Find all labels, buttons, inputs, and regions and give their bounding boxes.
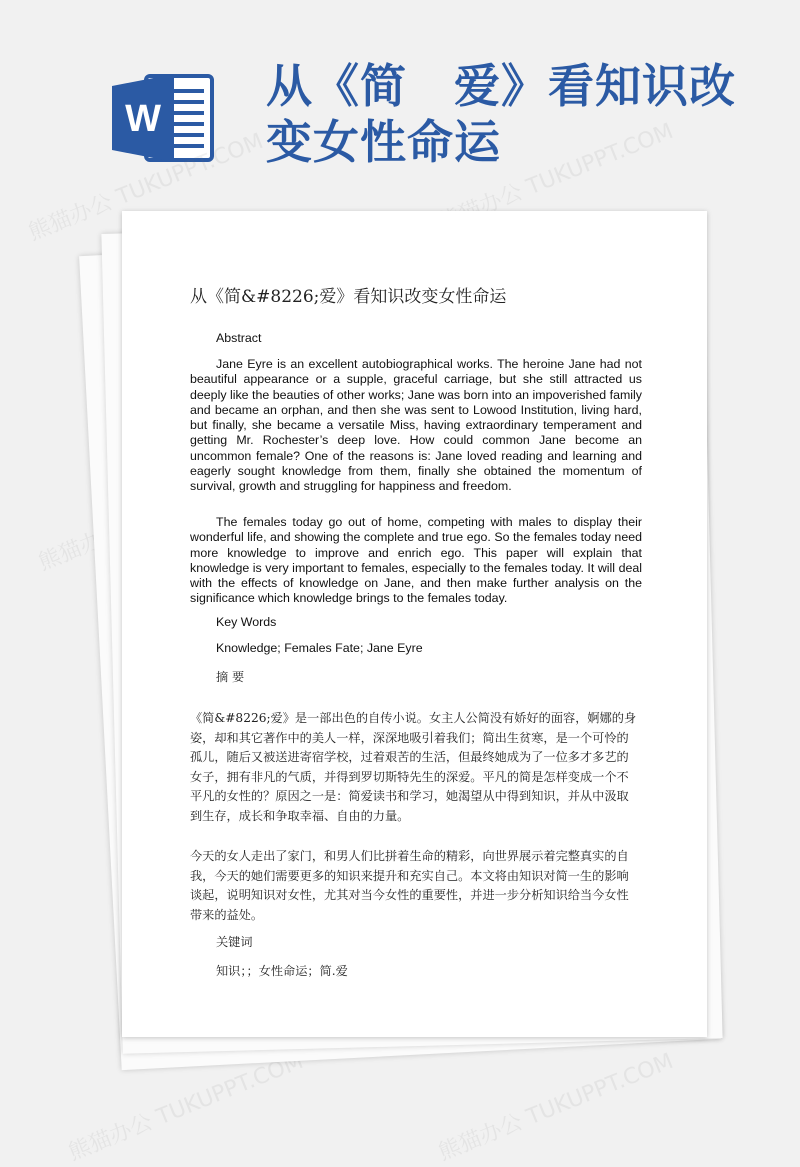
watermark: 熊猫办公 TUKUPPT.COM xyxy=(435,1048,677,1166)
document-title: 从《简&#8226;爱》看知识改变女性命运 xyxy=(190,287,507,307)
abstract-heading: Abstract xyxy=(216,331,262,345)
watermark: 熊猫办公 TUKUPPT.COM xyxy=(65,1048,307,1166)
svg-text:W: W xyxy=(125,98,161,140)
watermark: 熊猫办公 TUKUPPT.COM xyxy=(25,128,267,246)
zh-abstract-paragraph-1: 《简&#8226;爱》是一部出色的自传小说。女主人公简没有娇好的面容，婀娜的身姿，却和其它著作中的美人一样，深深地吸引着我们；简出生贫寒，是一个可怜的孤儿，随后又被送进寄宿学校，过着艰苦的生活，但最终她成为了一位多才多艺的女子，拥有非凡的气质，并得到罗切斯特先生的深爱。平凡的简是怎样变成一个不平凡的女性的？原因之一是：简爱读书和学习，她渴望从中得到知识，并从中汲取到生存，成长和争取幸福、自由的力量。 xyxy=(190,711,637,823)
zh-abstract-paragraph-2: 今天的女人走出了家门，和男人们比拼着生命的精彩，向世界展示着完整真实的自我，今天的她们需要更多的知识来提升和充实自己。本文将由知识对简一生的影响谈起，说明知识对女性，尤其对当今女性的重要性，并进一步分析知识给当今女性带来的益处。 xyxy=(190,849,629,922)
header-banner xyxy=(0,0,800,210)
watermark: 熊猫办公 TUKUPPT.COM xyxy=(435,118,677,236)
word-icon xyxy=(112,72,216,164)
zh-abstract-heading: 摘 要 xyxy=(216,670,245,684)
zh-keywords-heading: 关键词 xyxy=(216,935,253,949)
keywords-text: Knowledge; Females Fate; Jane Eyre xyxy=(216,641,423,655)
abstract-paragraph-2: The females today go out of home, competing with males to display their wonderful life, and showing the complete and true ego. So the females today need more knowledge to improve and enrich ego. This paper will explain that knowledge is very important to females, especially to the females today. It will deal with the effects of knowledge on Jane, and then make further analysis on the significance which knowledge brings to the females today. xyxy=(190,515,642,606)
watermark: 熊猫办公 xyxy=(35,519,127,576)
abstract-paragraph-1: Jane Eyre is an excellent autobiographical works. The heroine Jane had not beautiful appearance or a supple, graceful carriage, but she still attracted us deeply like the beauties of other works; Jane was born into an impoverished family and became an orphan, and then she was sent to Lowood Institution, living hard, but finally, she became a versatile Miss, having extraordinary temperament and getting Mr. Rochester’s deep love. How could common Jane become an uncommon female? One of the reasons is: Jane loved reading and learning and eagerly sought knowledge from them, finally she obtained the momentum of survival, growth and struggling for happiness and freedom. xyxy=(190,357,642,494)
page-title: 从《简 爱》看知识改 变女性命运 xyxy=(266,59,736,169)
zh-keywords-text: 知识；；女性命运；简.爱 xyxy=(216,964,348,978)
keywords-heading: Key Words xyxy=(216,615,277,629)
